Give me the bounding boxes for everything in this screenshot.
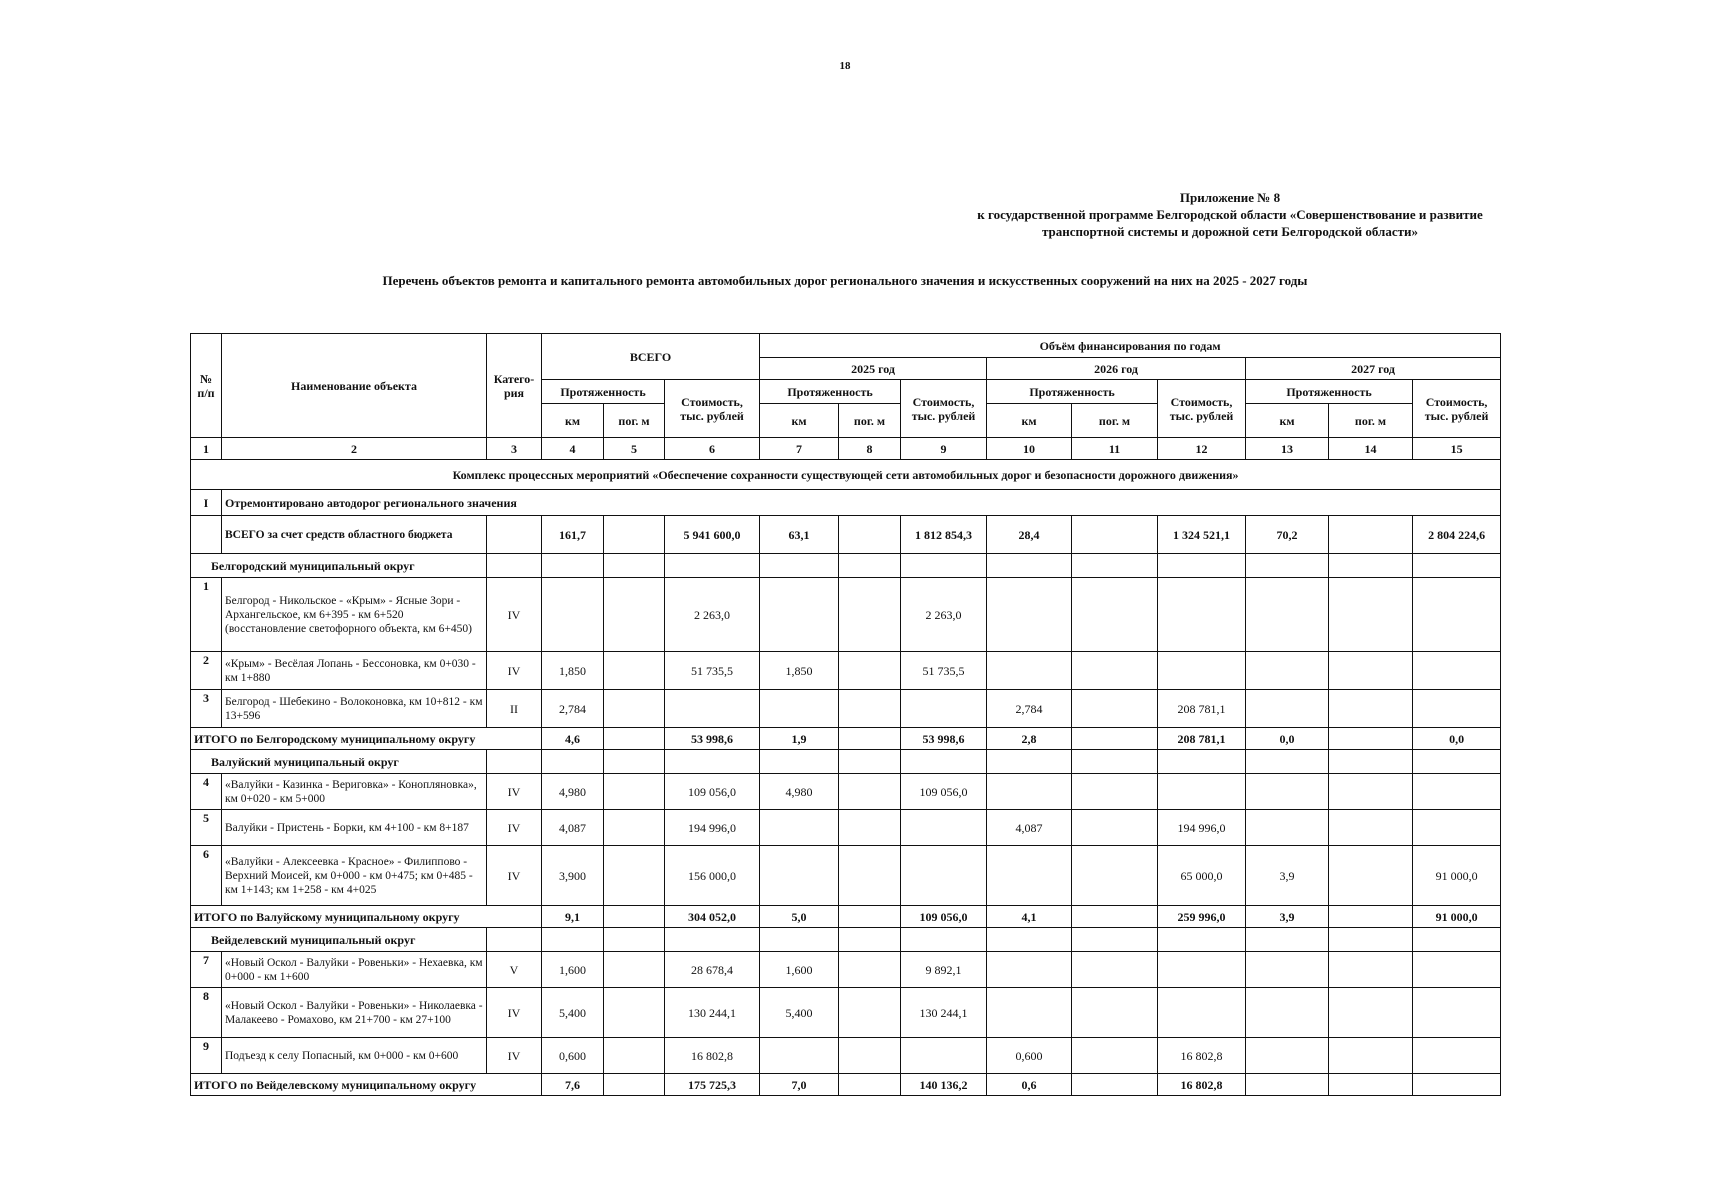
value-cell	[665, 690, 760, 728]
cell	[987, 928, 1072, 952]
object-name: Валуйки - Пристень - Борки, км 4+100 - км 8+187	[222, 810, 487, 846]
cell	[604, 554, 665, 578]
header-financing: Объём финансирования по годам	[760, 334, 1501, 358]
subtotal-value	[839, 728, 901, 750]
cell	[760, 928, 839, 952]
value-cell: 51 735,5	[665, 652, 760, 690]
value-cell: 9 892,1	[901, 952, 987, 988]
value-cell	[987, 578, 1072, 652]
subtotal-value: 0,0	[1246, 728, 1329, 750]
value-cell	[1413, 952, 1501, 988]
value-cell	[1158, 988, 1246, 1038]
value-cell	[1329, 652, 1413, 690]
value-cell	[1072, 952, 1158, 988]
cell	[191, 516, 222, 554]
value-cell: 3,9	[1246, 846, 1329, 906]
object-row	[191, 652, 1501, 690]
row-num: 2	[191, 652, 222, 690]
value-cell	[1413, 810, 1501, 846]
value-cell	[760, 690, 839, 728]
value-cell	[604, 810, 665, 846]
cell	[1329, 554, 1413, 578]
value-cell: 130 244,1	[665, 988, 760, 1038]
value-cell: 0,600	[542, 1038, 604, 1074]
subtotal-value: 7,0	[760, 1074, 839, 1096]
subtotal-value	[1413, 1074, 1501, 1096]
value-cell	[1072, 652, 1158, 690]
group-title: Валуйский муниципальный округ	[191, 750, 487, 774]
header-pm-2027: пог. м	[1329, 404, 1413, 438]
object-row	[191, 846, 1501, 906]
cell	[1072, 928, 1158, 952]
object-row	[191, 774, 1501, 810]
cell	[1158, 750, 1246, 774]
header-cost-total: Стоимость, тыс. рублей	[665, 380, 760, 438]
category: IV	[487, 652, 542, 690]
header-cost-2026: Стоимость, тыс. рублей	[1158, 380, 1246, 438]
cell	[487, 750, 542, 774]
value-cell	[1158, 774, 1246, 810]
value-cell	[1329, 810, 1413, 846]
cell	[487, 928, 542, 952]
value-cell	[1158, 652, 1246, 690]
value-cell: 4,980	[760, 774, 839, 810]
header-num: № п/п	[191, 334, 222, 438]
page-number: 18	[839, 60, 851, 72]
value-cell	[1246, 578, 1329, 652]
value-cell: 5,400	[760, 988, 839, 1038]
value-cell: 208 781,1	[1158, 690, 1246, 728]
object-name: Белгород - Шебекино - Волоконовка, км 10+812 - км 13+596	[222, 690, 487, 728]
value-cell	[1246, 952, 1329, 988]
subtotal-value: 7,6	[542, 1074, 604, 1096]
subtotal-value	[1072, 906, 1158, 928]
cell	[901, 750, 987, 774]
cell	[839, 554, 901, 578]
col-number: 10	[987, 438, 1072, 460]
value-cell: 1,600	[542, 952, 604, 988]
category: IV	[487, 988, 542, 1038]
value-cell	[1329, 846, 1413, 906]
subtotal-value: 208 781,1	[1158, 728, 1246, 750]
value-cell	[604, 988, 665, 1038]
object-name: «Крым» - Весёлая Лопань - Бессоновка, км 0+030 - км 1+880	[222, 652, 487, 690]
category: IV	[487, 774, 542, 810]
object-row	[191, 1038, 1501, 1074]
subtotal-value: 4,6	[542, 728, 604, 750]
row-num: 6	[191, 846, 222, 906]
subtotal-value: 4,1	[987, 906, 1072, 928]
cell	[604, 928, 665, 952]
value-cell	[1072, 774, 1158, 810]
subtotal-row	[191, 906, 1501, 928]
group-title-row	[191, 750, 1501, 774]
col-number: 12	[1158, 438, 1246, 460]
subtotal-row	[191, 1074, 1501, 1096]
value-cell	[1329, 988, 1413, 1038]
col-number: 6	[665, 438, 760, 460]
subtotal-value: 0,6	[987, 1074, 1072, 1096]
value-cell: 51 735,5	[901, 652, 987, 690]
col-number: 15	[1413, 438, 1501, 460]
section-num: I	[191, 490, 222, 516]
value-cell: 0,600	[987, 1038, 1072, 1074]
cell	[1329, 928, 1413, 952]
header-length-total: Протяженность	[542, 380, 665, 404]
value-cell: 16 802,8	[665, 1038, 760, 1074]
object-row	[191, 578, 1501, 652]
cell	[839, 928, 901, 952]
value-cell	[1072, 846, 1158, 906]
col-number: 1	[191, 438, 222, 460]
value-cell: 1,850	[760, 652, 839, 690]
appendix-line-1: Приложение № 8	[1179, 190, 1281, 205]
header-2026: 2026 год	[987, 358, 1246, 380]
col-number: 13	[1246, 438, 1329, 460]
header-km-2025: км	[760, 404, 839, 438]
row-num: 5	[191, 810, 222, 846]
value-cell	[1329, 952, 1413, 988]
value-cell	[1413, 652, 1501, 690]
value-cell	[987, 952, 1072, 988]
subtotal-value	[604, 906, 665, 928]
header-2027: 2027 год	[1246, 358, 1501, 380]
subtotal-value: 259 996,0	[1158, 906, 1246, 928]
value-cell	[760, 846, 839, 906]
value-cell	[1329, 516, 1413, 554]
header-cost-2027: Стоимость, тыс. рублей	[1413, 380, 1501, 438]
group-title-row	[191, 928, 1501, 952]
column-number-row	[191, 438, 1501, 460]
group-title: Белгородский муниципальный округ	[191, 554, 487, 578]
cell	[1158, 928, 1246, 952]
header-km-total: км	[542, 404, 604, 438]
category: IV	[487, 1038, 542, 1074]
value-cell: 1 324 521,1	[1158, 516, 1246, 554]
col-number: 7	[760, 438, 839, 460]
subtotal-value	[1329, 1074, 1413, 1096]
header-2025: 2025 год	[760, 358, 987, 380]
col-number: 4	[542, 438, 604, 460]
object-name: «Валуйки - Казинка - Вериговка» - Конопляновка», км 0+020 - км 5+000	[222, 774, 487, 810]
col-number: 9	[901, 438, 987, 460]
value-cell: 28 678,4	[665, 952, 760, 988]
object-row	[191, 952, 1501, 988]
value-cell	[604, 516, 665, 554]
cell	[760, 750, 839, 774]
value-cell: 5,400	[542, 988, 604, 1038]
cell	[665, 928, 760, 952]
subtotal-value: 53 998,6	[665, 728, 760, 750]
subtotal-value: 304 052,0	[665, 906, 760, 928]
value-cell	[1158, 578, 1246, 652]
cell	[1072, 750, 1158, 774]
value-cell	[1329, 578, 1413, 652]
col-number: 8	[839, 438, 901, 460]
category: IV	[487, 846, 542, 906]
value-cell	[839, 846, 901, 906]
cell	[1413, 750, 1501, 774]
cell	[665, 554, 760, 578]
object-name: «Новый Оскол - Валуйки - Ровеньки» - Николаевка - Малакеево - Ромахово, км 21+700 - км 27+100	[222, 988, 487, 1038]
cell	[1246, 928, 1329, 952]
cell	[901, 554, 987, 578]
cell	[1413, 928, 1501, 952]
value-cell	[987, 774, 1072, 810]
value-cell: 4,087	[542, 810, 604, 846]
header-name: Наименование объекта	[222, 334, 487, 438]
category: IV	[487, 578, 542, 652]
header-category: Катего-рия	[487, 334, 542, 438]
row-num: 8	[191, 988, 222, 1038]
grand-total-label: ВСЕГО за счет средств областного бюджета	[222, 516, 487, 554]
subtotal-value	[839, 1074, 901, 1096]
value-cell: 2,784	[542, 690, 604, 728]
row-num: 3	[191, 690, 222, 728]
cell	[1246, 750, 1329, 774]
subtotal-value	[1329, 906, 1413, 928]
value-cell	[604, 578, 665, 652]
value-cell	[1246, 690, 1329, 728]
grand-total-row	[191, 516, 1501, 554]
value-cell: 1,850	[542, 652, 604, 690]
row-num: 1	[191, 578, 222, 652]
subtotal-value: 140 136,2	[901, 1074, 987, 1096]
section-row	[191, 490, 1501, 516]
value-cell	[901, 846, 987, 906]
cell	[839, 750, 901, 774]
value-cell	[542, 578, 604, 652]
category: II	[487, 690, 542, 728]
appendix-line-2: к государственной программе Белгородской области «Совершенствование и развитие	[977, 207, 1483, 222]
value-cell	[987, 652, 1072, 690]
value-cell	[1413, 1038, 1501, 1074]
value-cell: 63,1	[760, 516, 839, 554]
value-cell	[839, 690, 901, 728]
value-cell: 16 802,8	[1158, 1038, 1246, 1074]
value-cell	[839, 652, 901, 690]
subtotal-value	[1329, 728, 1413, 750]
value-cell	[839, 1038, 901, 1074]
cell	[542, 554, 604, 578]
value-cell	[604, 1038, 665, 1074]
header-km-2027: км	[1246, 404, 1329, 438]
subtotal-label: ИТОГО по Вейделевскому муниципальному округу	[191, 1074, 542, 1096]
value-cell	[901, 810, 987, 846]
cell	[1072, 554, 1158, 578]
value-cell	[839, 952, 901, 988]
value-cell: 130 244,1	[901, 988, 987, 1038]
cell	[1158, 554, 1246, 578]
value-cell	[1413, 690, 1501, 728]
value-cell: 70,2	[1246, 516, 1329, 554]
subtotal-value: 3,9	[1246, 906, 1329, 928]
value-cell	[1329, 690, 1413, 728]
value-cell: 2 263,0	[901, 578, 987, 652]
col-number: 14	[1329, 438, 1413, 460]
value-cell	[1072, 516, 1158, 554]
section-title: Отремонтировано автодорог регионального значения	[222, 490, 1501, 516]
value-cell: 109 056,0	[665, 774, 760, 810]
header-total: ВСЕГО	[542, 334, 760, 380]
value-cell	[1072, 578, 1158, 652]
header-pm-2026: пог. м	[1072, 404, 1158, 438]
value-cell: 28,4	[987, 516, 1072, 554]
value-cell	[1246, 1038, 1329, 1074]
subtotal-label: ИТОГО по Белгородскому муниципальному округу	[191, 728, 542, 750]
complex-title: Комплекс процессных мероприятий «Обеспечение сохранности существующей сети автомобильных дорог и безопасности дорожного движения»	[191, 460, 1501, 490]
subtotal-value: 109 056,0	[901, 906, 987, 928]
subtotal-value: 9,1	[542, 906, 604, 928]
value-cell: 161,7	[542, 516, 604, 554]
cell	[487, 554, 542, 578]
value-cell: 2 263,0	[665, 578, 760, 652]
object-row	[191, 690, 1501, 728]
subtotal-value	[604, 1074, 665, 1096]
object-row	[191, 988, 1501, 1038]
value-cell	[839, 578, 901, 652]
value-cell	[1413, 774, 1501, 810]
value-cell: 4,087	[987, 810, 1072, 846]
value-cell: 194 996,0	[665, 810, 760, 846]
cell	[542, 928, 604, 952]
object-row	[191, 810, 1501, 846]
cell	[1329, 750, 1413, 774]
group-title-row	[191, 554, 1501, 578]
header-length-2026: Протяженность	[987, 380, 1158, 404]
value-cell	[604, 952, 665, 988]
object-name: Белгород - Никольское - «Крым» - Ясные Зори - Архангельское, км 6+395 - км 6+520 (восстановление светофорного объекта, км 6+450)	[222, 578, 487, 652]
header-length-2027: Протяженность	[1246, 380, 1413, 404]
subtotal-row	[191, 728, 1501, 750]
value-cell	[839, 774, 901, 810]
row-num: 7	[191, 952, 222, 988]
value-cell	[1413, 578, 1501, 652]
subtotal-value	[604, 728, 665, 750]
objects-table	[190, 333, 1501, 1096]
value-cell	[604, 774, 665, 810]
col-number: 2	[222, 438, 487, 460]
value-cell	[1246, 988, 1329, 1038]
value-cell	[760, 1038, 839, 1074]
header-cost-2025: Стоимость, тыс. рублей	[901, 380, 987, 438]
appendix-header	[870, 189, 1590, 240]
value-cell: 156 000,0	[665, 846, 760, 906]
category: V	[487, 952, 542, 988]
subtotal-value: 1,9	[760, 728, 839, 750]
cell	[604, 750, 665, 774]
object-name: «Новый Оскол - Валуйки - Ровеньки» - Нехаевка, км 0+000 - км 1+600	[222, 952, 487, 988]
col-number: 5	[604, 438, 665, 460]
value-cell: 2,784	[987, 690, 1072, 728]
value-cell: 4,980	[542, 774, 604, 810]
cell	[1246, 554, 1329, 578]
object-name: «Валуйки - Алексеевка - Красное» - Филиппово - Верхний Моисей, км 0+000 - км 0+475; км 0+485 - км 1+143; км 1+258 - км 4+025	[222, 846, 487, 906]
row-num: 4	[191, 774, 222, 810]
value-cell	[1072, 810, 1158, 846]
value-cell: 194 996,0	[1158, 810, 1246, 846]
value-cell: 3,900	[542, 846, 604, 906]
col-number: 3	[487, 438, 542, 460]
cell	[987, 554, 1072, 578]
subtotal-value	[1246, 1074, 1329, 1096]
category: IV	[487, 810, 542, 846]
cell	[760, 554, 839, 578]
document-title: Перечень объектов ремонта и капитального ремонта автомобильных дорог регионального значения и искусственных сооружений на них на 2025 - 2027 годы	[382, 273, 1308, 288]
subtotal-value: 175 725,3	[665, 1074, 760, 1096]
subtotal-value	[1072, 1074, 1158, 1096]
value-cell: 91 000,0	[1413, 846, 1501, 906]
value-cell	[1329, 1038, 1413, 1074]
appendix-line-3: транспортной системы и дорожной сети Белгородской области»	[1042, 224, 1418, 239]
subtotal-value: 5,0	[760, 906, 839, 928]
value-cell: 109 056,0	[901, 774, 987, 810]
subtotal-value: 2,8	[987, 728, 1072, 750]
cell	[665, 750, 760, 774]
value-cell: 1,600	[760, 952, 839, 988]
subtotal-label: ИТОГО по Валуйскому муниципальному округу	[191, 906, 542, 928]
value-cell	[901, 690, 987, 728]
value-cell	[760, 578, 839, 652]
value-cell	[1246, 652, 1329, 690]
value-cell: 2 804 224,6	[1413, 516, 1501, 554]
cell	[542, 750, 604, 774]
value-cell	[839, 810, 901, 846]
value-cell	[1246, 810, 1329, 846]
row-num: 9	[191, 1038, 222, 1074]
value-cell	[604, 846, 665, 906]
subtotal-value: 0,0	[1413, 728, 1501, 750]
value-cell	[1413, 988, 1501, 1038]
value-cell	[604, 652, 665, 690]
subtotal-value: 91 000,0	[1413, 906, 1501, 928]
subtotal-value	[839, 906, 901, 928]
value-cell	[604, 690, 665, 728]
value-cell	[987, 988, 1072, 1038]
value-cell	[839, 516, 901, 554]
complex-title-row	[191, 460, 1501, 490]
value-cell: 65 000,0	[1158, 846, 1246, 906]
cell	[487, 516, 542, 554]
subtotal-value: 16 802,8	[1158, 1074, 1246, 1096]
value-cell	[839, 988, 901, 1038]
header-pm-total: пог. м	[604, 404, 665, 438]
subtotal-value	[1072, 728, 1158, 750]
cell	[1413, 554, 1501, 578]
value-cell	[901, 1038, 987, 1074]
object-name: Подъезд к селу Попасный, км 0+000 - км 0+600	[222, 1038, 487, 1074]
value-cell: 1 812 854,3	[901, 516, 987, 554]
value-cell	[1246, 774, 1329, 810]
cell	[901, 928, 987, 952]
cell	[987, 750, 1072, 774]
value-cell	[1329, 774, 1413, 810]
header-km-2026: км	[987, 404, 1072, 438]
header-length-2025: Протяженность	[760, 380, 901, 404]
value-cell	[987, 846, 1072, 906]
value-cell	[1072, 1038, 1158, 1074]
group-title: Вейделевский муниципальный округ	[191, 928, 487, 952]
subtotal-value: 53 998,6	[901, 728, 987, 750]
value-cell: 5 941 600,0	[665, 516, 760, 554]
value-cell	[1158, 952, 1246, 988]
col-number: 11	[1072, 438, 1158, 460]
value-cell	[1072, 690, 1158, 728]
value-cell	[1072, 988, 1158, 1038]
value-cell	[760, 810, 839, 846]
header-pm-2025: пог. м	[839, 404, 901, 438]
